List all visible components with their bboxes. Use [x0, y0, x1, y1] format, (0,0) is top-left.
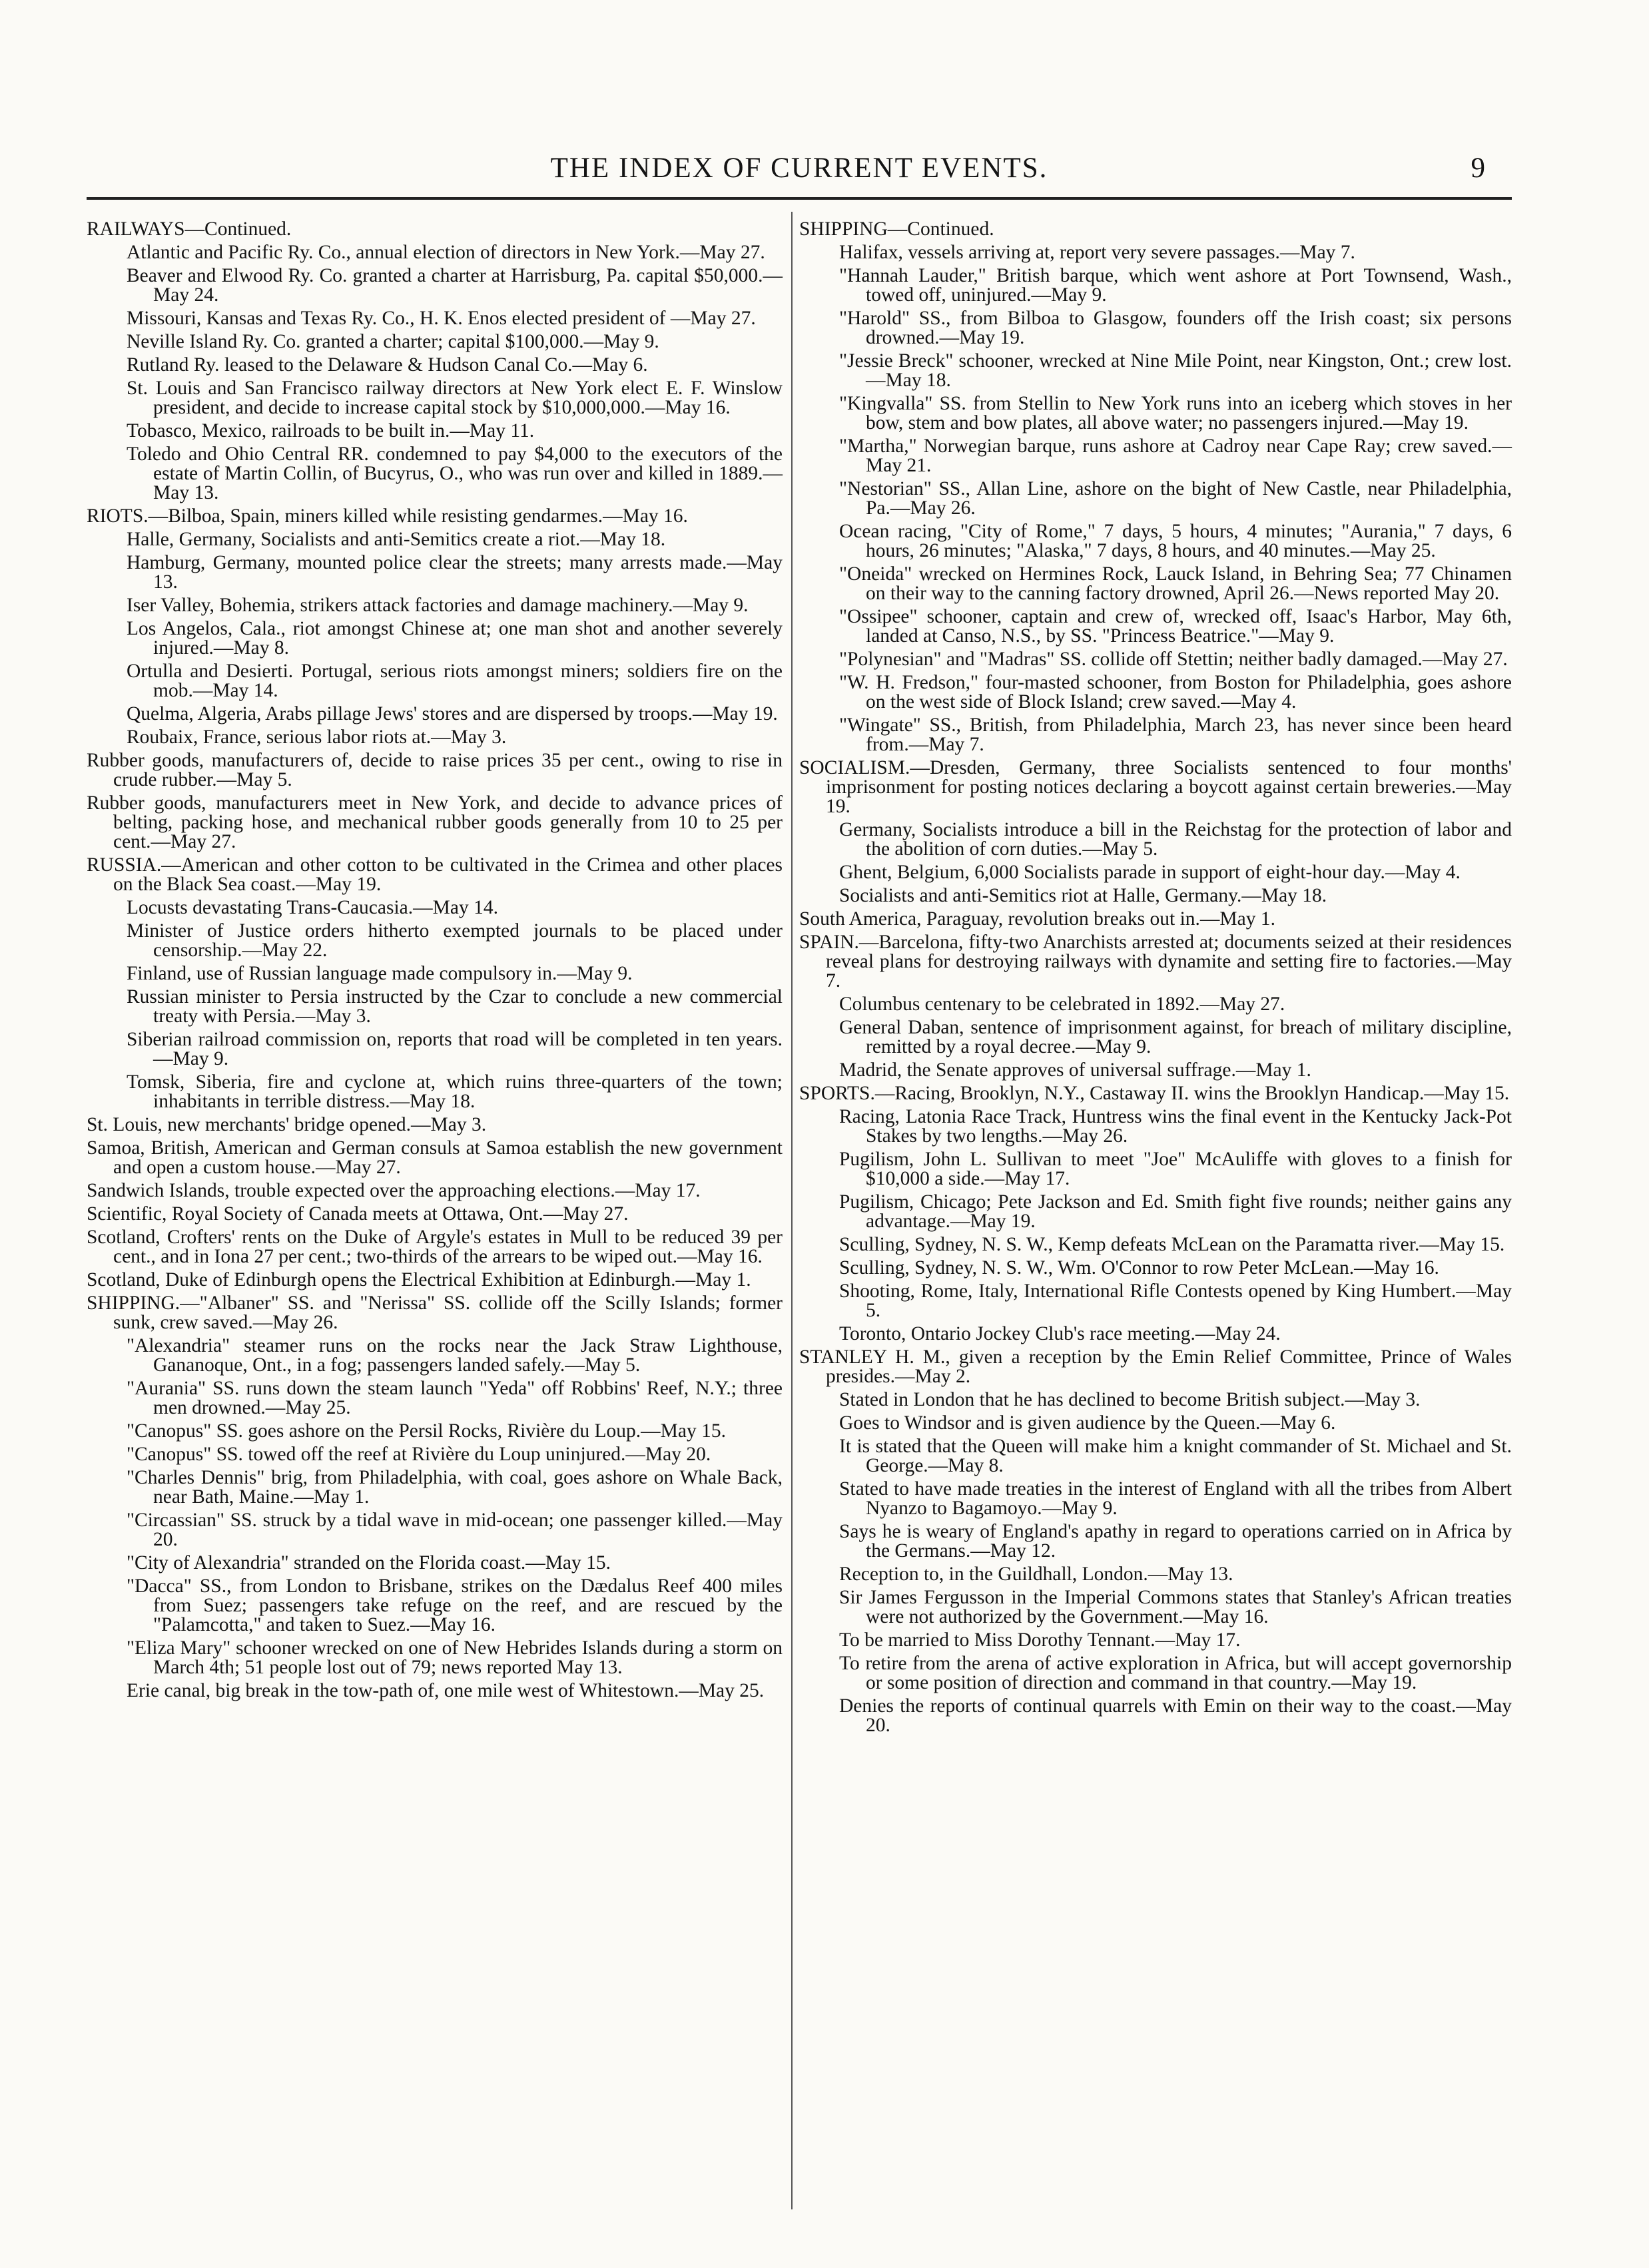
index-entry: General Daban, sentence of imprisonment against, for breach of military discipline, remitted by a royal decree.—May 9.: [839, 1017, 1512, 1057]
index-entry: "Hannah Lauder," British barque, which went ashore at Port Townsend, Wash., towed off, uninjured.—May 9.: [839, 265, 1512, 306]
index-entry: Sculling, Sydney, N. S. W., Wm. O'Connor to row Peter McLean.—May 16.: [839, 1257, 1439, 1278]
index-entry: Siberian railroad commission on, reports that road will be completed in ten years.—May 9.: [127, 1029, 783, 1069]
index-entry: "Dacca" SS., from London to Brisbane, strikes on the Dædalus Reef 400 miles from Suez; passengers take refuge on the reef, and are rescued by the "Palamcotta," and taken to Suez.—May 16.: [127, 1575, 783, 1635]
index-entry: Quelma, Algeria, Arabs pillage Jews' stores and are dispersed by troops.—May 19.: [127, 703, 778, 724]
index-entry: Socialists and anti-Semitics riot at Halle, Germany.—May 18.: [839, 885, 1327, 906]
index-entry: Madrid, the Senate approves of universal suffrage.—May 1.: [839, 1059, 1311, 1081]
index-entry: "Alexandria" steamer runs on the rocks near the Jack Straw Lighthouse, Gananoque, Ont., in a fog; passengers landed safely.—May 5.: [127, 1335, 783, 1376]
index-heading-entry: RIOTS.—Bilboa, Spain, miners killed while resisting gendarmes.—May 16.: [87, 505, 688, 527]
index-entry: "Wingate" SS., British, from Philadelphia, March 23, has never since been heard from.—May 7.: [839, 714, 1512, 755]
page-title: THE INDEX OF CURRENT EVENTS.: [550, 152, 1048, 184]
index-heading-entry: Scientific, Royal Society of Canada meets at Ottawa, Ont.—May 27.: [87, 1203, 629, 1225]
index-entry: Erie canal, big break in the tow-path of, one mile west of Whitestown.—May 25.: [127, 1680, 765, 1701]
index-entry: "Harold" SS., from Bilboa to Glasgow, founders off the Irish coast; six persons drowned.—May 19.: [839, 308, 1512, 348]
index-entry: Ghent, Belgium, 6,000 Socialists parade in support of eight-hour day.—May 4.: [839, 862, 1461, 883]
index-entry: "Ossipee" schooner, captain and crew of, wrecked off, Isaac's Harbor, May 6th, landed at Canso, N.S., by SS. "Princess Beatrice."—May 9.: [839, 606, 1512, 647]
index-entry: "W. H. Fredson," four-masted schooner, from Boston for Philadelphia, goes ashore on the west side of Block Island; crew saved.—May 4.: [839, 672, 1512, 712]
index-entry: "Nestorian" SS., Allan Line, ashore on the bight of New Castle, near Philadelphia, Pa.—May 26.: [839, 478, 1512, 519]
index-entry: Toronto, Ontario Jockey Club's race meeting.—May 24.: [839, 1323, 1281, 1344]
index-heading-entry: SPAIN.—Barcelona, fifty-two Anarchists arrested at; documents seized at their residences reveal plans for destroying railways with dynamite and setting fire to factories.—May 7.: [799, 932, 1512, 992]
index-entry: "Charles Dennis" brig, from Philadelphia, with coal, goes ashore on Whale Back, near Bath, Maine.—May 1.: [127, 1467, 783, 1508]
index-entry: Pugilism, Chicago; Pete Jackson and Ed. Smith fight five rounds; neither gains any advantage.—May 19.: [839, 1191, 1512, 1232]
header-rule: [87, 197, 1512, 200]
index-entry: "City of Alexandria" stranded on the Florida coast.—May 15.: [127, 1552, 611, 1573]
index-entry: Stated to have made treaties in the interest of England with all the tribes from Albert Nyanzo to Bagamoyo.—May 9.: [839, 1478, 1512, 1519]
index-entry: "Kingvalla" SS. from Stellin to New York runs into an iceberg which stoves in her bow, stem and bow plates, all above water; no passengers injured.—May 19.: [839, 393, 1512, 433]
index-entry: Hamburg, Germany, mounted police clear the streets; many arrests made.—May 13.: [127, 552, 783, 593]
index-heading-entry: Rubber goods, manufacturers of, decide to raise prices 35 per cent., owing to rise in crude rubber.—May 5.: [87, 750, 783, 790]
index-entry: "Polynesian" and "Madras" SS. collide off Stettin; neither badly damaged.—May 27.: [839, 649, 1508, 670]
index-entry: Denies the reports of continual quarrels with Emin on their way to the coast.—May 20.: [839, 1695, 1512, 1736]
index-entry: Toledo and Ohio Central RR. condemned to pay $4,000 to the executors of the estate of Martin Collin, of Bucyrus, O., who was run over and killed in 1889.—May 13.: [127, 443, 783, 503]
index-entry: Atlantic and Pacific Ry. Co., annual election of directors in New York.—May 27.: [127, 242, 765, 263]
index-entry: Reception to, in the Guildhall, London.—May 13.: [839, 1563, 1233, 1585]
index-entry: Beaver and Elwood Ry. Co. granted a charter at Harrisburg, Pa. capital $50,000.—May 24.: [127, 265, 783, 306]
index-entry: "Canopus" SS. towed off the reef at Rivière du Loup uninjured.—May 20.: [127, 1444, 711, 1465]
index-entry: Locusts devastating Trans-Caucasia.—May 14.: [127, 897, 498, 918]
right-column: [799, 220, 1512, 1739]
index-heading-entry: Samoa, British, American and German consuls at Samoa establish the new government and open a custom house.—May 27.: [87, 1137, 783, 1178]
index-entry: Goes to Windsor and is given audience by the Queen.—May 6.: [839, 1412, 1336, 1434]
index-entry: Ocean racing, "City of Rome," 7 days, 5 hours, 4 minutes; "Aurania," 7 days, 6 hours, 26 minutes; "Alaska," 7 days, 8 hours, and 40 minutes.—May 25.: [839, 521, 1512, 561]
index-entry: Minister of Justice orders hitherto exempted journals to be placed under censorship.—May 22.: [127, 920, 783, 961]
index-entry: Roubaix, France, serious labor riots at.—May 3.: [127, 726, 507, 748]
index-heading-entry: RAILWAYS—Continued.: [87, 218, 292, 240]
index-entry: Neville Island Ry. Co. granted a charter; capital $100,000.—May 9.: [127, 331, 659, 352]
index-entry: "Aurania" SS. runs down the steam launch "Yeda" off Robbins' Reef, N.Y.; three men drowned.—May 25.: [127, 1378, 783, 1418]
page-header: [87, 152, 1512, 192]
index-entry: Says he is weary of England's apathy in regard to operations carried on in Africa by the Germans.—May 12.: [839, 1521, 1512, 1561]
index-entry: Missouri, Kansas and Texas Ry. Co., H. K. Enos elected president of —May 27.: [127, 308, 756, 329]
index-entry: Los Angelos, Cala., riot amongst Chinese at; one man shot and another severely injured.—May 8.: [127, 618, 783, 659]
index-entry: Russian minister to Persia instructed by the Czar to conclude a new commercial treaty with Persia.—May 3.: [127, 986, 783, 1027]
index-entry: Stated in London that he has declined to become British subject.—May 3.: [839, 1389, 1421, 1410]
index-entry: Finland, use of Russian language made compulsory in.—May 9.: [127, 963, 633, 984]
column-divider: [791, 212, 793, 2209]
index-heading-entry: Rubber goods, manufacturers meet in New York, and decide to advance prices of belting, packing hose, and mechanical rubber goods generally from 10 to 25 per cent.—May 27.: [87, 792, 783, 852]
index-entry: Pugilism, John L. Sullivan to meet "Joe" McAuliffe with gloves to a finish for $10,000 a side.—May 17.: [839, 1149, 1512, 1189]
index-heading-entry: STANLEY H. M., given a reception by the Emin Relief Committee, Prince of Wales presides.—May 2.: [799, 1346, 1512, 1387]
page-number: 9: [1471, 152, 1485, 184]
index-entry: To retire from the arena of active exploration in Africa, but will accept governorship or some position of direction and command in that country.—May 19.: [839, 1653, 1512, 1693]
index-entry: It is stated that the Queen will make him a knight commander of St. Michael and St. George.—May 8.: [839, 1436, 1512, 1476]
index-entry: Shooting, Rome, Italy, International Rifle Contests opened by King Humbert.—May 5.: [839, 1280, 1512, 1321]
index-entry: "Martha," Norwegian barque, runs ashore at Cadroy near Cape Ray; crew saved.—May 21.: [839, 435, 1512, 476]
index-entry: "Jessie Breck" schooner, wrecked at Nine Mile Point, near Kingston, Ont.; crew lost.—May 18.: [839, 350, 1512, 391]
left-column: [87, 220, 783, 1705]
index-entry: Tobasco, Mexico, railroads to be built in.—May 11.: [127, 420, 535, 441]
index-heading-entry: Scotland, Crofters' rents on the Duke of Argyle's estates in Mull to be reduced 39 per cent., and in Iona 27 per cent.; two-thirds of the arrears to be wiped out.—May 16.: [87, 1227, 783, 1267]
index-entry: "Canopus" SS. goes ashore on the Persil Rocks, Rivière du Loup.—May 15.: [127, 1420, 726, 1442]
index-heading-entry: SHIPPING.—"Albaner" SS. and "Nerissa" SS. collide off the Scilly Islands; former sunk, crew saved.—May 26.: [87, 1292, 783, 1333]
index-entry: To be married to Miss Dorothy Tennant.—May 17.: [839, 1629, 1241, 1651]
index-entry: Germany, Socialists introduce a bill in the Reichstag for the protection of labor and the abolition of corn duties.—May 5.: [839, 819, 1512, 860]
index-entry: Racing, Latonia Race Track, Huntress wins the final event in the Kentucky Jack-Pot Stakes by two lengths.—May 26.: [839, 1106, 1512, 1147]
index-heading-entry: St. Louis, new merchants' bridge opened.—May 3.: [87, 1114, 487, 1135]
index-entry: Iser Valley, Bohemia, strikers attack factories and damage machinery.—May 9.: [127, 595, 749, 616]
index-entry: Tomsk, Siberia, fire and cyclone at, which ruins three-quarters of the town; inhabitants in terrible distress.—May 18.: [127, 1071, 783, 1112]
index-entry: "Oneida" wrecked on Hermines Rock, Lauck Island, in Behring Sea; 77 Chinamen on their way to the canning factory drowned, April 26.—News reported May 20.: [839, 563, 1512, 604]
index-heading-entry: SPORTS.—Racing, Brooklyn, N.Y., Castaway II. wins the Brooklyn Handicap.—May 15.: [799, 1083, 1510, 1104]
index-entry: Rutland Ry. leased to the Delaware & Hudson Canal Co.—May 6.: [127, 354, 648, 376]
index-entry: "Eliza Mary" schooner wrecked on one of New Hebrides Islands during a storm on March 4th; 51 people lost out of 79; news reported May 13.: [127, 1637, 783, 1678]
index-entry: "Circassian" SS. struck by a tidal wave in mid-ocean; one passenger killed.—May 20.: [127, 1510, 783, 1550]
index-entry: Sir James Fergusson in the Imperial Commons states that Stanley's African treaties were not authorized by the Government.—May 16.: [839, 1587, 1512, 1627]
index-entry: St. Louis and San Francisco railway directors at New York elect E. F. Winslow president, and decide to increase capital stock by $10,000,000.—May 16.: [127, 378, 783, 418]
index-heading-entry: RUSSIA.—American and other cotton to be cultivated in the Crimea and other places on the Black Sea coast.—May 19.: [87, 854, 783, 895]
index-heading-entry: Scotland, Duke of Edinburgh opens the Electrical Exhibition at Edinburgh.—May 1.: [87, 1269, 751, 1290]
index-entry: Halle, Germany, Socialists and anti-Semitics create a riot.—May 18.: [127, 529, 666, 550]
index-heading-entry: SOCIALISM.—Dresden, Germany, three Socialists sentenced to four months' imprisonment for posting notices declaring a boycott against certain breweries.—May 19.: [799, 757, 1512, 817]
index-heading-entry: South America, Paraguay, revolution breaks out in.—May 1.: [799, 908, 1275, 930]
index-entry: Ortulla and Desierti. Portugal, serious riots amongst miners; soldiers fire on the mob.—May 14.: [127, 661, 783, 701]
index-heading-entry: SHIPPING—Continued.: [799, 218, 994, 240]
index-entry: Sculling, Sydney, N. S. W., Kemp defeats McLean on the Paramatta river.—May 15.: [839, 1234, 1505, 1255]
index-entry: Columbus centenary to be celebrated in 1892.—May 27.: [839, 993, 1285, 1015]
index-entry: Halifax, vessels arriving at, report very severe passages.—May 7.: [839, 242, 1355, 263]
index-heading-entry: Sandwich Islands, trouble expected over the approaching elections.—May 17.: [87, 1180, 701, 1201]
